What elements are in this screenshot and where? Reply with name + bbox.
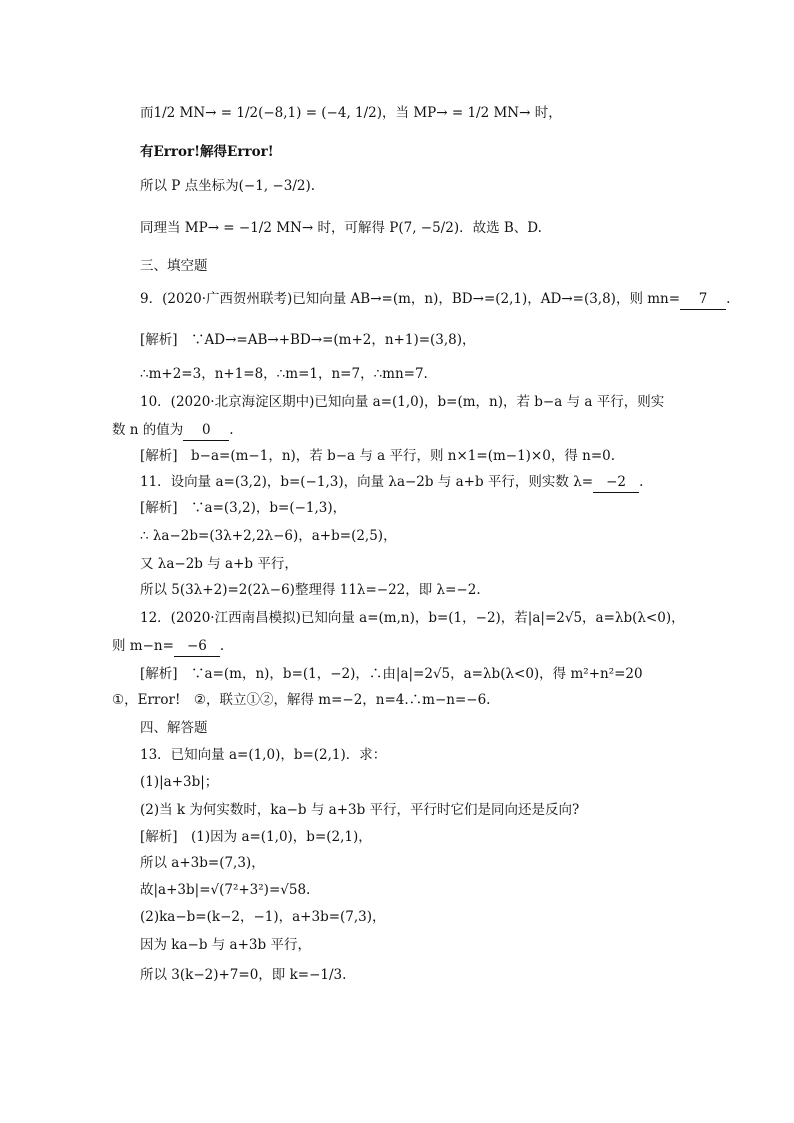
text-line: 有Error!解得Error! <box>140 144 274 160</box>
question-9-text: 9．(2020·广西贺州联考)已知向量 AB→=(m，n)，BD→=(2,1)，AD→=(3,8)，则 mn= <box>140 291 681 307</box>
question-13: 13．已知向量 a=(1,0)，b=(2,1)．求： <box>140 747 387 763</box>
question-12-cont <box>112 636 224 657</box>
text-line: 所以 P 点坐标为(−1, −3/2). <box>140 178 316 194</box>
section-heading: 三、填空题 <box>140 258 208 274</box>
text-line: ①，Error! ②，联立①②，解得 m=−2，n=4.∴m−n=−6. <box>112 692 491 708</box>
text-line: [解析] ∵a=(m，n)，b=(1，−2)，∴由|a|=2√5，a=λb(λ<0)，得 m²+n²=20 <box>140 666 643 682</box>
answer-blank-q10: 0 <box>183 420 229 441</box>
text-line: 同理当 MP→ = −1/2 MN→ 时，可解得 P(7, −5/2)．故选 B、D. <box>140 220 542 236</box>
question-10-text: 数 n 的值为 <box>112 422 184 438</box>
question-12-text: 则 m−n= <box>112 638 174 654</box>
period: . <box>726 291 731 307</box>
text-line: 又 λa−2b 与 a+b 平行， <box>140 556 298 572</box>
question-12: 12．(2020·江西南昌模拟)已知向量 a=(m,n)，b=(1，−2)，若|a|=2√5，a=λb(λ<0)， <box>140 610 685 626</box>
section-heading: 四、解答题 <box>140 720 208 736</box>
text-line: 故|a+3b|=√(7²+3²)=√58. <box>140 882 311 898</box>
question-9 <box>140 289 730 310</box>
question-11-text: 11．设向量 a=(3,2)，b=(−1,3)，向量 λa−2b 与 a+b 平行，则实数 λ= <box>140 474 594 490</box>
period: . <box>639 474 644 490</box>
question-10-cont <box>112 420 234 441</box>
text-line: (1)|a+3b|； <box>140 774 219 790</box>
text-line: 而1/2 MN→ = 1/2(−8,1) = (−4, 1/2)，当 MP→ = 1/2 MN→ 时， <box>140 105 562 121</box>
answer-blank-q11: −2 <box>593 472 639 493</box>
text-line: ∴m+2=3，n+1=8，∴m=1，n=7，∴mn=7. <box>140 366 428 382</box>
period: . <box>219 638 225 654</box>
question-11 <box>140 472 643 493</box>
text-line: (2)ka−b=(k−2，−1)，a+3b=(7,3)， <box>140 909 386 925</box>
text-line: [解析] ∵a=(3,2)，b=(−1,3)， <box>140 500 347 516</box>
text-line: 所以 5(3λ+2)=2(2λ−6)整理得 11λ=−22，即 λ=−2. <box>140 582 481 598</box>
question-10: 10．(2020·北京海淀区期中)已知向量 a=(1,0)，b=(m，n)，若 b−a 与 a 平行，则实 <box>140 394 665 410</box>
text-line: [解析] ∵AD→=AB→+BD→=(m+2，n+1)=(3,8)， <box>140 332 476 348</box>
text-line: (2)当 k 为何实数时，ka−b 与 a+3b 平行，平行时它们是同向还是反向? <box>140 802 580 818</box>
text-line: 所以 a+3b=(7,3)， <box>140 855 265 871</box>
answer-blank-q9: 7 <box>680 289 726 310</box>
text-line: 所以 3(k−2)+7=0，即 k=−1/3. <box>140 967 347 983</box>
period: . <box>229 422 234 438</box>
text-line: 因为 ka−b 与 a+3b 平行， <box>140 937 311 953</box>
text-line: [解析] b−a=(m−1，n)，若 b−a 与 a 平行，则 n×1=(m−1)×0，得 n=0. <box>140 448 616 464</box>
text-line: [解析] (1)因为 a=(1,0)，b=(2,1)， <box>140 829 372 845</box>
text-line: ∴ λa−2b=(3λ+2,2λ−6)，a+b=(2,5)， <box>140 528 397 544</box>
answer-blank-q12: −6 <box>174 636 220 657</box>
